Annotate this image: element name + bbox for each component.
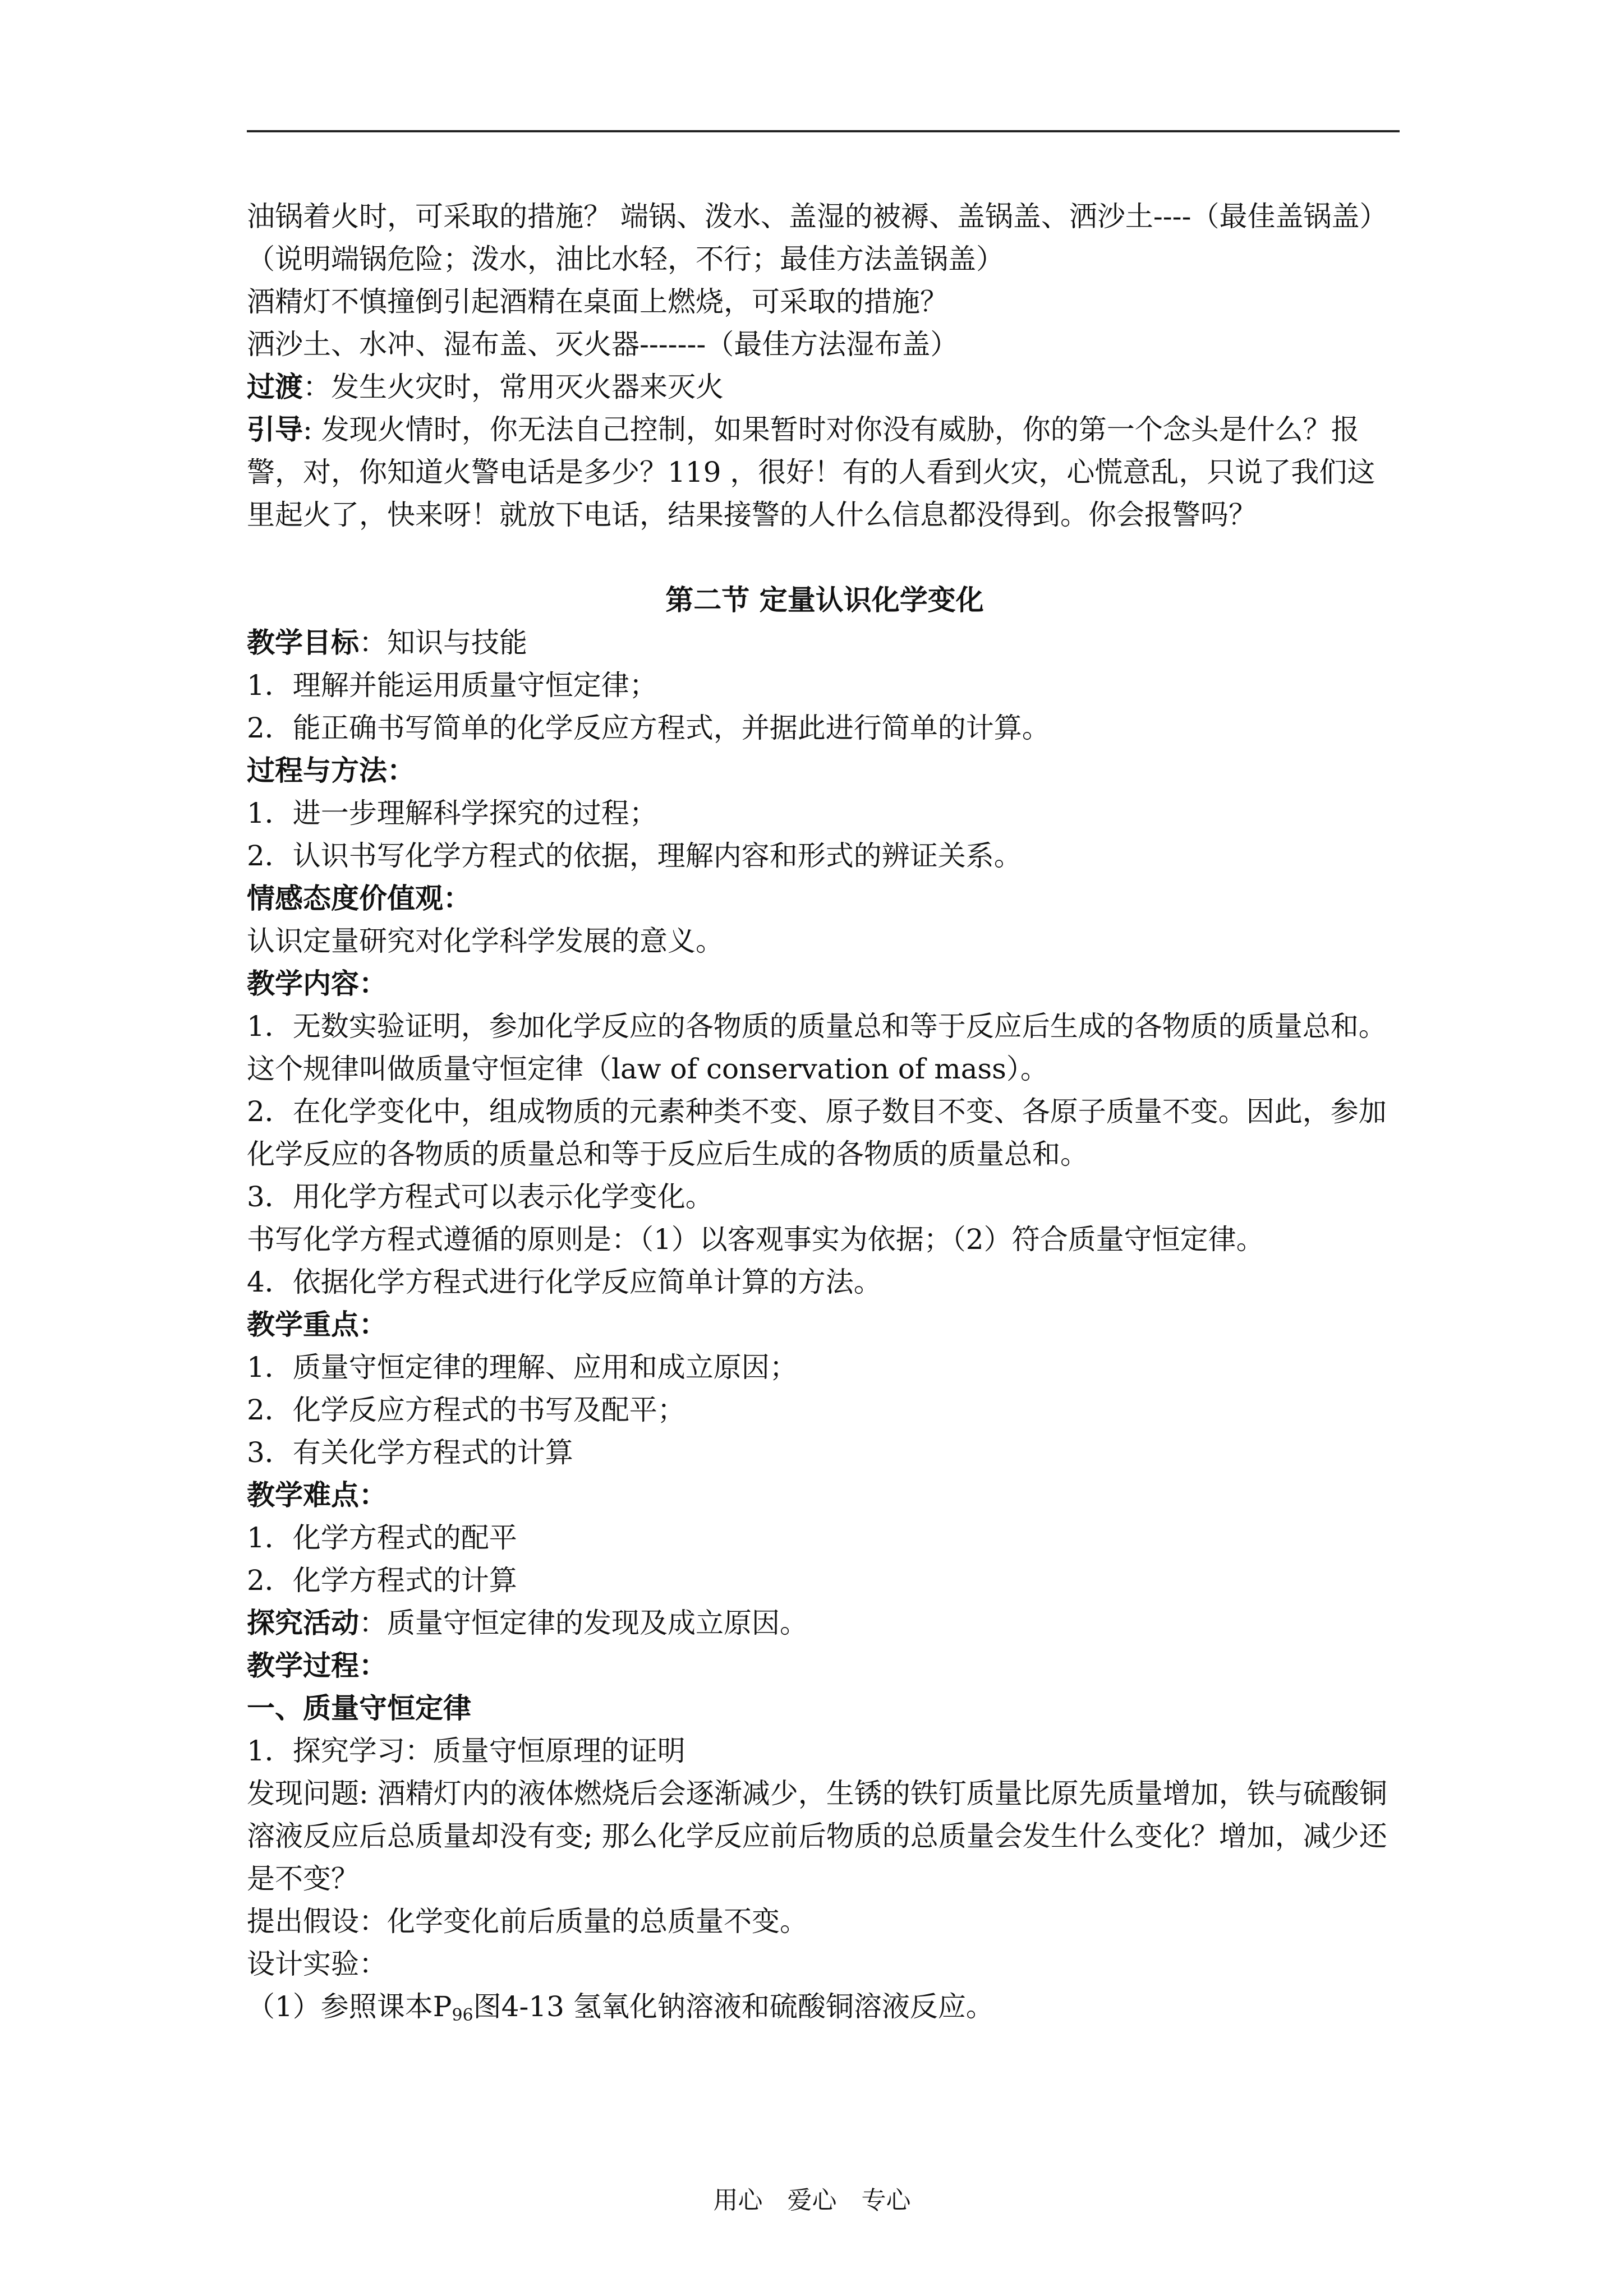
transition-label: 过渡 — [247, 370, 303, 403]
emotion-text: 认识定量研究对化学科学发展的意义。 — [247, 925, 724, 957]
activity-label: 探究活动 — [247, 1606, 359, 1639]
content-item: 书写化学方程式遵循的原则是：（1）以客观事实为依据；（2）符合质量守恒定律。 — [247, 1223, 1264, 1256]
emotion-heading: 情感态度价值观： — [247, 882, 471, 915]
objectives-label-suffix: ：知识与技能 — [359, 626, 527, 659]
activity-paragraph — [247, 1602, 1402, 1644]
design-experiment: 设计实验： — [247, 1948, 387, 1980]
process-method-heading: 过程与方法： — [247, 754, 415, 787]
process-method-item: 1．进一步理解科学探究的过程； — [247, 797, 657, 829]
content-heading: 教学内容： — [247, 967, 387, 1000]
alcohol-answer: 洒沙土、水冲、湿布盖、灭火器-------（最佳方法湿布盖） — [247, 328, 959, 361]
activity-text: ：质量守恒定律的发现及成立原因。 — [359, 1607, 808, 1639]
discover-problem: 发现问题: 酒精灯内的液体燃烧后会逐渐减少，生锈的铁钉质量比原先质量增加，铁与硫酸铜溶液反应后总质量却没有变; 那么化学反应前后物质的总质量会发生什么变化？增加，减少还是不变？ — [247, 1777, 1387, 1895]
guide-label: 引导 — [247, 413, 303, 446]
difficulty-item: 1．化学方程式的配平 — [247, 1522, 517, 1554]
objectives-label: 教学目标 — [247, 626, 359, 659]
inquiry-step: 1．探究学习：质量守恒原理的证明 — [247, 1735, 686, 1767]
key-point-item: 1．质量守恒定律的理解、应用和成立原因； — [247, 1351, 798, 1384]
guide-text: : 发现火情时，你无法自己控制，如果暂时对你没有威胁，你的第一个念头是什么？报警，对，你知道火警电话是多少？119 ，很好！有的人看到火灾，心慌意乱，只说了我们这里起火了，快来呀！就放下电话，结果接警的人什么信息都没得到。你会报警吗？ — [247, 413, 1375, 531]
key-point-item: 2．化学反应方程式的书写及配平； — [247, 1394, 686, 1426]
experiment-1-prefix: （1）参照课本P — [247, 1990, 452, 2023]
content-item: 4．依据化学方程式进行化学反应简单计算的方法。 — [247, 1266, 882, 1298]
difficulty-item: 2．化学方程式的计算 — [247, 1564, 517, 1597]
knowledge-item: 2．能正确书写简单的化学反应方程式，并据此进行简单的计算。 — [247, 712, 1050, 744]
experiment-1 — [247, 1985, 1402, 2028]
content-item: 2．在化学变化中，组成物质的元素种类不变、原子数目不变、各原子质量不变。因此，参加化学反应的各物质的质量总和等于反应后生成的各物质的质量总和。 — [247, 1095, 1387, 1170]
oil-pan-note: （说明端锅危险；泼水，油比水轻，不行；最佳方法盖锅盖） — [247, 243, 1004, 275]
transition-text: ：发生火灾时，常用灭火器来灭火 — [303, 371, 724, 403]
process-method-item: 2．认识书写化学方程式的依据，理解内容和形式的辨证关系。 — [247, 840, 1022, 872]
key-points-heading: 教学重点： — [247, 1308, 387, 1341]
guide-paragraph — [247, 408, 1402, 536]
alcohol-question: 酒精灯不慎撞倒引起酒精在桌面上燃烧，可采取的措施？ — [247, 285, 948, 318]
teaching-process-heading: 教学过程： — [247, 1649, 387, 1682]
section-title: 第二节 定量认识化学变化 — [665, 583, 984, 616]
experiment-1-suffix: 图4-13 氢氧化钠溶液和硫酸铜溶液反应。 — [473, 1990, 994, 2023]
page-subscript: 96 — [452, 2005, 473, 2025]
header-rule — [247, 130, 1400, 132]
page-footer: 用心 爱心 专心 — [713, 2186, 911, 2215]
content-item: 3．用化学方程式可以表示化学变化。 — [247, 1181, 714, 1213]
difficulties-heading: 教学难点： — [247, 1478, 387, 1511]
oil-pan-question: 油锅着火时，可采取的措施？ 端锅、泼水、盖湿的被褥、盖锅盖、洒沙土----（最佳盖锅盖） — [247, 200, 1388, 233]
transition-paragraph — [247, 366, 1402, 408]
mass-conservation-heading: 一、质量守恒定律 — [247, 1691, 471, 1725]
key-point-item: 3．有关化学方程式的计算 — [247, 1436, 573, 1469]
content-item: 1．无数实验证明，参加化学反应的各物质的质量总和等于反应后生成的各物质的质量总和。这个规律叫做质量守恒定律（law of conservation of mass）。 — [247, 1010, 1387, 1085]
document-body — [247, 195, 1402, 2028]
objectives-heading — [247, 621, 1402, 664]
knowledge-item: 1．理解并能运用质量守恒定律； — [247, 669, 657, 702]
hypothesis: 提出假设：化学变化前后质量的总质量不变。 — [247, 1905, 808, 1938]
